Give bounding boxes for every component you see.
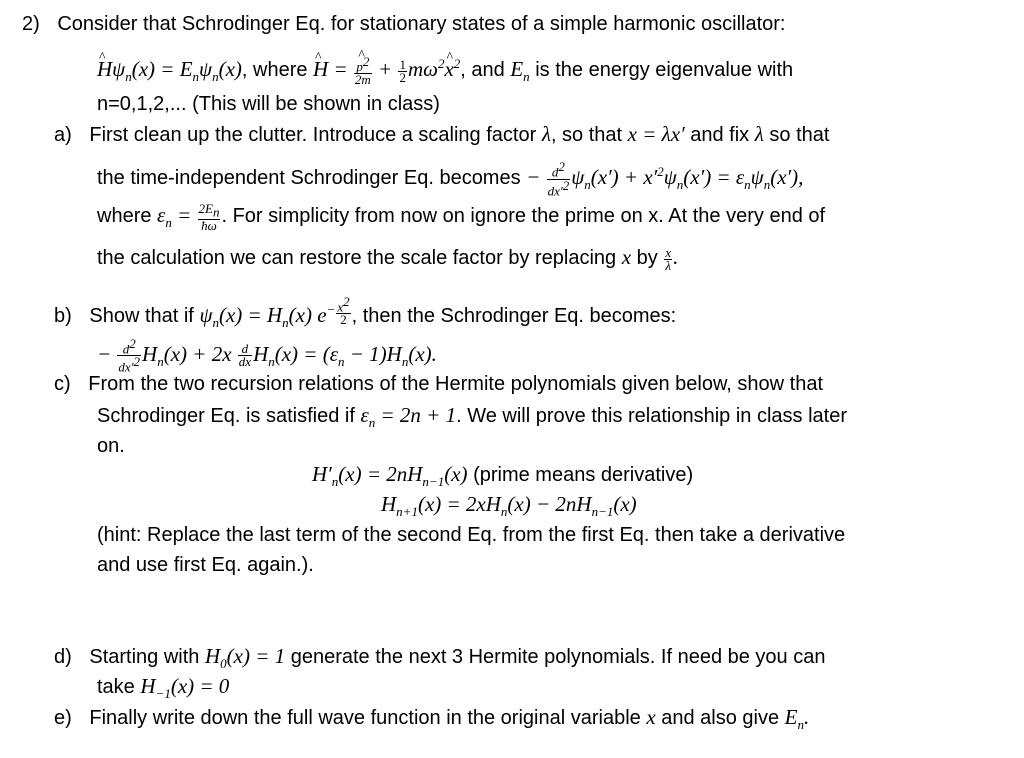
wavefunction-ansatz: $\psi_n(x) = H_n(x)$ $e^{- \frac{x^2}{2}}$ <box>199 294 350 331</box>
hamiltonian-line <box>97 52 793 89</box>
energy-eigenvalue-symbol: $E_n$. <box>784 705 810 733</box>
problem-number: 2) <box>22 13 40 35</box>
epsilon-definition: $\varepsilon_n$ = $\frac{2E_n}{ħ\omega}$ <box>157 201 220 233</box>
n-values-line: n=0,1,2,... (This will be shown in class) <box>97 93 440 115</box>
part-c-line-2: Schrodinger Eq. is satisfied if $\varepsilon_n = 2n + 1$. We will prove this relationship in class later <box>97 403 847 431</box>
part-c-line-3: on. <box>97 435 125 457</box>
h0-definition: $H_0(x) = 1$ <box>204 644 286 672</box>
part-b-equation <box>97 338 437 374</box>
recursion-relation-1: $H'_n(x) = 2nH_{n-1}(x)$ (prime means derivative) <box>312 462 694 490</box>
part-d-label: d) <box>54 646 72 668</box>
problem-intro: Consider that Schrodinger Eq. for stationary states of a simple harmonic oscillator: <box>57 13 786 35</box>
recursion-relation-2: $H_{n+1}(x) = 2xH_n(x) - 2nH_{n-1}(x)$ <box>381 492 637 520</box>
hermite-differential-equation: − $\frac{d^2}{dx'^2}$ $H_n(x) + 2x$ $\frac{d}{dx}$ $H_n(x) = (\varepsilon_n - 1)H_n(x)$. <box>97 336 437 375</box>
and-text: , and <box>460 59 505 81</box>
problem-heading <box>22 12 785 36</box>
hint-line-2: and use first Eq. again.). <box>97 554 314 576</box>
energy-symbol: $E_n$ <box>510 57 530 85</box>
h-minus-1-definition: $H_{-1}(x) = 0$ <box>140 674 230 702</box>
part-a-label: a) <box>54 124 72 146</box>
part-b-label: b) <box>54 305 72 328</box>
energy-condition: $\varepsilon_n = 2n + 1$ <box>360 403 457 431</box>
scaling-equation: x = λx′ <box>627 122 685 146</box>
part-d-line-1: d) Starting with $H_0(x) = 1$ generate the next 3 Hermite polynomials. If need be you can <box>54 644 826 672</box>
where-text: , where <box>241 59 308 81</box>
scaled-schrodinger-equation: − $\frac{d^2}{dx'^2}$ $\psi_n(x') + x'^2\psi_n(x') = \varepsilon_n\psi_n(x')$, <box>526 159 804 199</box>
hamiltonian-definition: H ^ = $\frac{p \^{}^2}{2m}$ + $\frac{1}{2}$ $m\omega^2x$ ^$^2$ <box>313 57 460 81</box>
part-c-label: c) <box>54 373 71 395</box>
eigenvalue-equation: H $\^{}\psi_n(x) = E_n\psi_n(x)$ <box>97 57 242 81</box>
part-e-label: e) <box>54 707 72 729</box>
part-a-line-2: the time-independent Schrodinger Eq. becomes − $\frac{d^2}{dx'^2}$ $\psi_n(x') + x'^2\psi_n(x') = \varepsilon_n\psi_n(x')$, <box>97 159 804 199</box>
part-b-line-1: b) Show that if $\psi_n(x) = H_n(x)$ $e^{- \frac{x^2}{2}}$ , then the Schrodinger Eq. becomes: <box>54 294 677 331</box>
eigenvalue-tail: is the energy eigenvalue with <box>535 59 794 81</box>
part-e-line-1: e) Finally write down the full wave function in the original variable x and also give $E_n$. <box>54 705 810 733</box>
part-d-line-2: take $H_{-1}(x) = 0$ <box>97 674 230 702</box>
hint-line-1: (hint: Replace the last term of the second Eq. from the first Eq. then take a derivative <box>97 524 846 546</box>
x-over-lambda: $\frac{x}{\lambda}$ . <box>665 244 679 273</box>
part-a-line-3: where $\varepsilon_n$ = $\frac{2E_n}{ħ\omega}$ . For simplicity from now on ignore the prime on x. At the very end of <box>97 201 826 233</box>
part-a-line-4: the calculation we can restore the scale factor by replacing x by $\frac{x}{\lambda}$ . <box>97 244 679 273</box>
part-a-line-1: a) First clean up the clutter. Introduce a scaling factor λ, so that x = λx′ and fix λ so that <box>54 122 830 146</box>
part-c-line-1: c) From the two recursion relations of the Hermite polynomials given below, show that <box>54 373 824 395</box>
